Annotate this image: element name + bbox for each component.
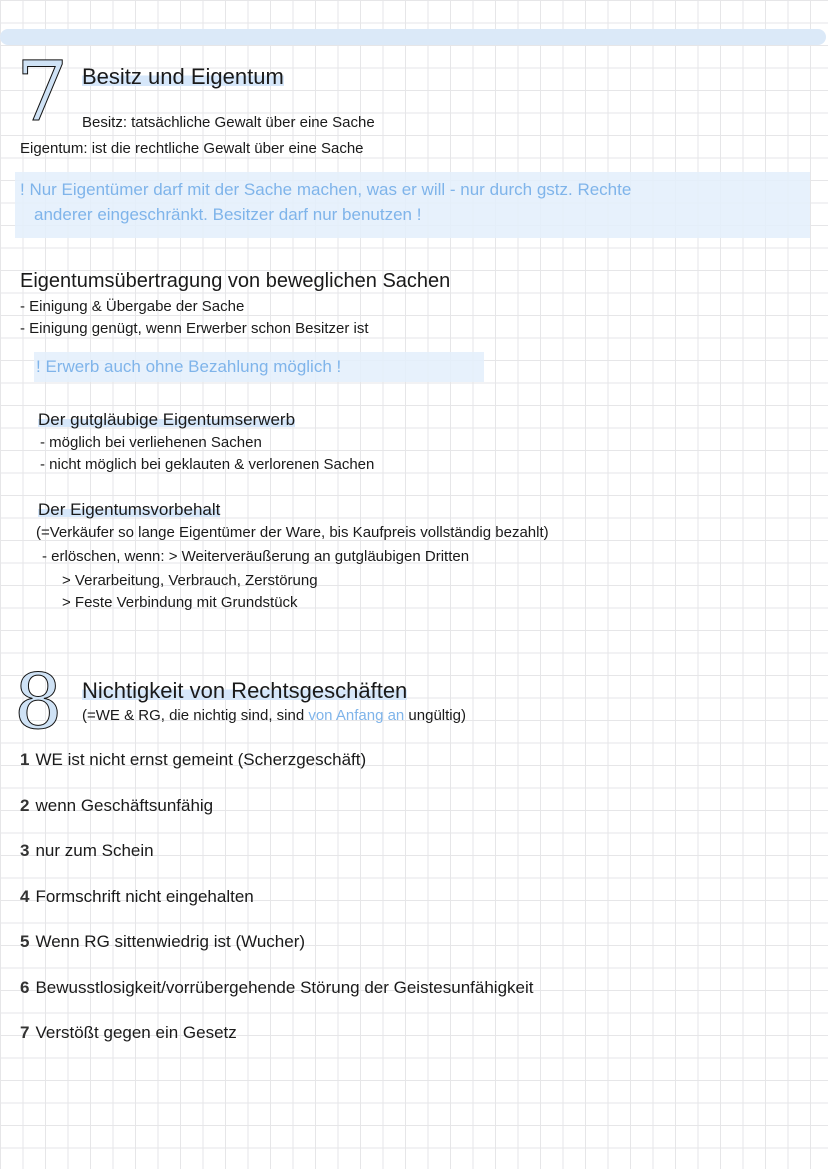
item-number: 2: [20, 795, 30, 815]
list-item: - Einigung & Übergabe der Sache: [20, 298, 245, 315]
reservation-definition: (=Verkäufer so lange Eigentümer der Ware, bis Kaufpreis vollständig bezahlt): [36, 524, 549, 541]
list-item: > Feste Verbindung mit Grundstück: [62, 594, 298, 611]
section-number-7: 7: [16, 52, 69, 134]
subtitle-text: (=WE & RG, die nichtig sind, sind: [82, 707, 309, 724]
list-item: [20, 841, 154, 861]
note-line-2: anderer eingeschränkt. Besitzer darf nur benutzen !: [34, 205, 422, 224]
section-title: Besitz und Eigentum: [82, 64, 284, 89]
item-text: WE ist nicht ernst gemeint (Scherzgeschäft): [35, 750, 367, 769]
list-item: > Verarbeitung, Verbrauch, Zerstörung: [62, 572, 318, 589]
item-text: Formschrift nicht eingehalten: [35, 886, 254, 906]
list-item: [20, 796, 213, 816]
item-number: 4: [20, 886, 30, 906]
list-item: [20, 978, 533, 998]
subheading-transfer: Eigentumsübertragung von beweglichen Sachen: [20, 270, 451, 292]
list-item: [20, 932, 305, 952]
subtitle-text: ungültig): [404, 707, 466, 724]
subtitle-highlight: von Anfang an: [308, 707, 405, 724]
subheading-reservation: Der Eigentumsvorbehalt: [38, 500, 221, 519]
list-item: [20, 887, 254, 907]
definition-besitz: Besitz: tatsächliche Gewalt über eine Sache: [82, 114, 375, 131]
section-number-8: 8: [14, 664, 63, 740]
subheading-goodfaith: Der gutgläubige Eigentumserwerb: [38, 410, 296, 429]
list-item: - Einigung genügt, wenn Erwerber schon Besitzer ist: [20, 320, 369, 337]
definition-eigentum: Eigentum: ist die rechtliche Gewalt über eine Sache: [20, 140, 364, 157]
section-title: Nichtigkeit von Rechtsgeschäften: [82, 678, 408, 703]
list-item: - möglich bei verliehenen Sachen: [40, 434, 262, 451]
item-text: wenn Geschäftsunfähig: [35, 795, 214, 815]
item-number: 7: [20, 1023, 30, 1042]
transfer-note: ! Erwerb auch ohne Bezahlung möglich !: [36, 357, 342, 376]
item-number: 1: [20, 750, 30, 769]
item-number: 5: [20, 932, 30, 951]
item-number: 6: [20, 977, 30, 997]
item-number: 3: [20, 841, 30, 860]
list-item: [20, 1023, 237, 1043]
item-text: nur zum Schein: [35, 841, 154, 860]
list-item: [20, 750, 366, 770]
list-item: - nicht möglich bei geklauten & verlorenen Sachen: [40, 456, 375, 473]
item-text: Wenn RG sittenwiedrig ist (Wucher): [35, 932, 306, 951]
section-subtitle: [82, 707, 466, 724]
item-text: Bewusstlosigkeit/vorrübergehende Störung der Geistesunfähigkeit: [35, 977, 534, 997]
item-text: Verstößt gegen ein Gesetz: [35, 1023, 237, 1042]
top-banner: [0, 29, 826, 45]
note-line-1: ! Nur Eigentümer darf mit der Sache machen, was er will - nur durch gstz. Rechte: [20, 180, 632, 199]
list-item: - erlöschen, wenn: > Weiterveräußerung an gutgläubigen Dritten: [42, 548, 470, 565]
